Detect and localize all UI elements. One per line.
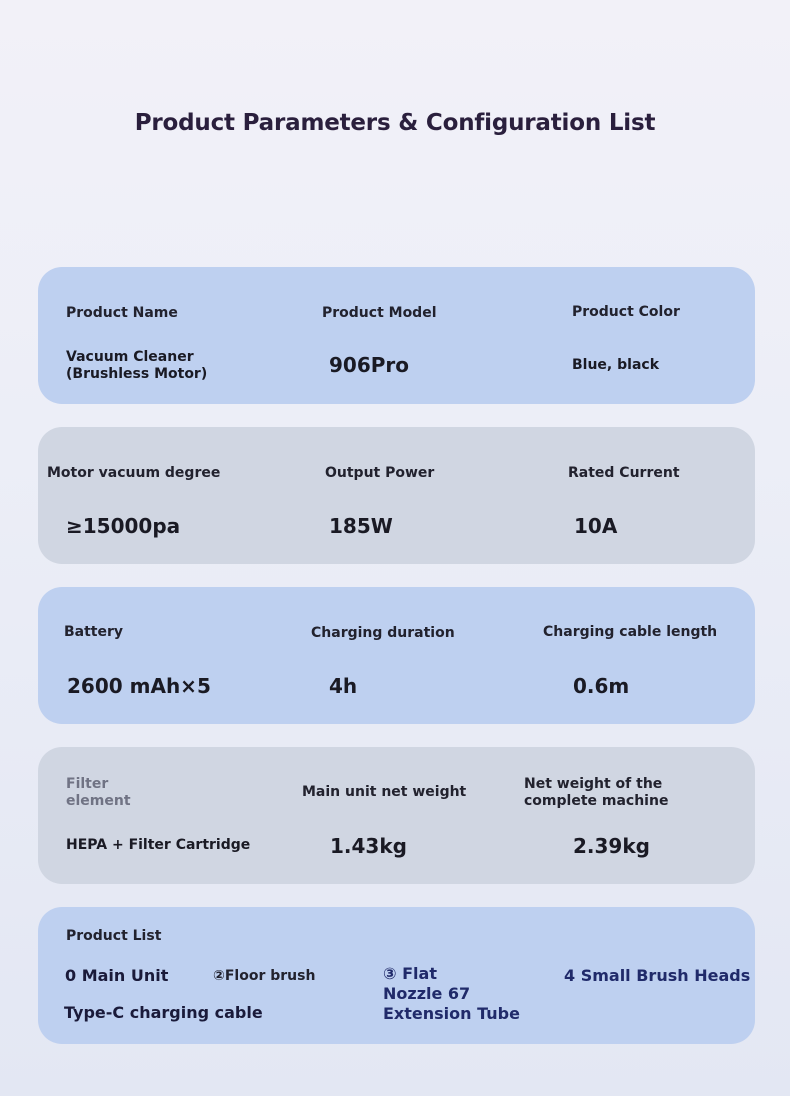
- charging-duration-value: 4h: [329, 674, 358, 698]
- product-color-value: Blue, black: [572, 357, 660, 373]
- battery-label: Battery: [64, 624, 124, 640]
- output-power-label: Output Power: [325, 465, 435, 481]
- product-info-card: [38, 267, 755, 404]
- cable-length-value: 0.6m: [573, 674, 630, 698]
- total-weight-label: Net weight of the complete machine: [524, 776, 669, 809]
- list-item-floor-brush: ②Floor brush: [213, 968, 316, 984]
- rated-current-value: 10A: [574, 514, 618, 538]
- page-title: Product Parameters & Configuration List: [134, 110, 656, 136]
- main-unit-weight-value: 1.43kg: [330, 834, 407, 858]
- battery-value: 2600 mAh×5: [67, 674, 211, 698]
- product-list-card: [38, 907, 755, 1044]
- list-item-extension-tube: Extension Tube: [383, 1004, 520, 1023]
- vacuum-degree-label: Motor vacuum degree: [47, 465, 221, 481]
- list-item-main-unit: 0 Main Unit: [65, 966, 169, 985]
- product-model-value: 906Pro: [329, 353, 410, 377]
- product-name-label: Product Name: [66, 305, 178, 321]
- product-name-value: Vacuum Cleaner (Brushless Motor): [66, 349, 208, 382]
- product-list-label: Product List: [66, 928, 162, 944]
- vacuum-degree-value: ≥15000pa: [66, 514, 181, 538]
- product-color-label: Product Color: [572, 304, 680, 320]
- charging-duration-label: Charging duration: [311, 625, 455, 641]
- list-item-small-brush-heads: 4 Small Brush Heads: [564, 966, 751, 985]
- filter-weight-card: [38, 747, 755, 884]
- motor-specs-card: [38, 427, 755, 564]
- output-power-value: 185W: [329, 514, 393, 538]
- filter-element-label: Filter element: [66, 776, 131, 809]
- product-model-label: Product Model: [322, 305, 437, 321]
- filter-element-value: HEPA + Filter Cartridge: [66, 837, 251, 853]
- list-item-flat-nozzle: ③ Flat Nozzle 67: [383, 964, 471, 1003]
- main-unit-weight-label: Main unit net weight: [302, 784, 467, 800]
- battery-specs-card: [38, 587, 755, 724]
- total-weight-value: 2.39kg: [573, 834, 650, 858]
- cable-length-label: Charging cable length: [543, 624, 718, 640]
- rated-current-label: Rated Current: [568, 465, 680, 481]
- list-item-charging-cable: Type-C charging cable: [64, 1003, 263, 1022]
